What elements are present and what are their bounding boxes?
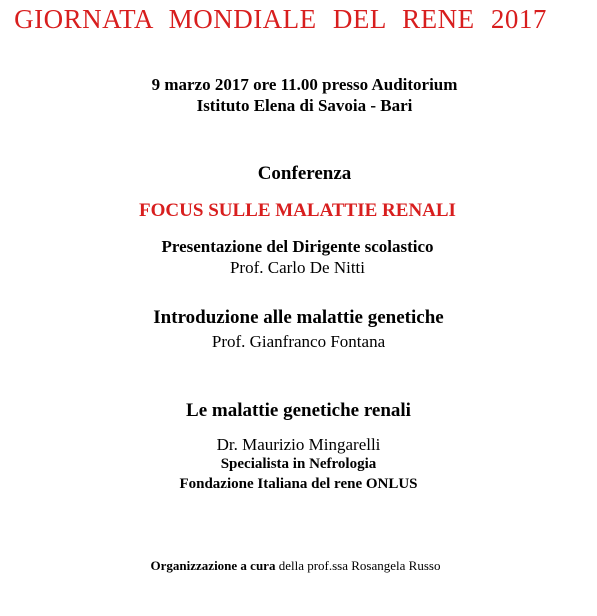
talk-title-malattie-renali: Le malattie genetiche renali [186,400,411,421]
talk-title-presentazione: Presentazione del Dirigente scolastico [161,237,434,256]
conference-label: Conferenza [257,163,352,184]
event-date-time: 9 marzo 2017 ore 11.00 presso Auditorium [151,75,458,94]
organizer-credit [0,559,594,572]
organizer-label: Organizzazione a cura [150,558,276,573]
talk-speaker-malattie-renali: Dr. Maurizio Mingarelli [216,435,381,454]
page-title: GIORNATA MONDIALE DEL RENE 2017 [14,4,547,34]
organizer-name: della prof.ssa Rosangela Russo [275,558,441,573]
conference-theme: FOCUS SULLE MALATTIE RENALI [139,200,456,221]
speaker-role: Specialista in Nefrologia [220,456,377,472]
talk-title-introduzione: Introduzione alle malattie genetiche [153,307,444,328]
talk-speaker-introduzione: Prof. Gianfranco Fontana [211,332,386,351]
event-venue: Istituto Elena di Savoia - Bari [196,96,413,115]
talk-speaker-presentazione: Prof. Carlo De Nitti [229,258,366,277]
speaker-organization: Fondazione Italiana del rene ONLUS [179,476,418,492]
